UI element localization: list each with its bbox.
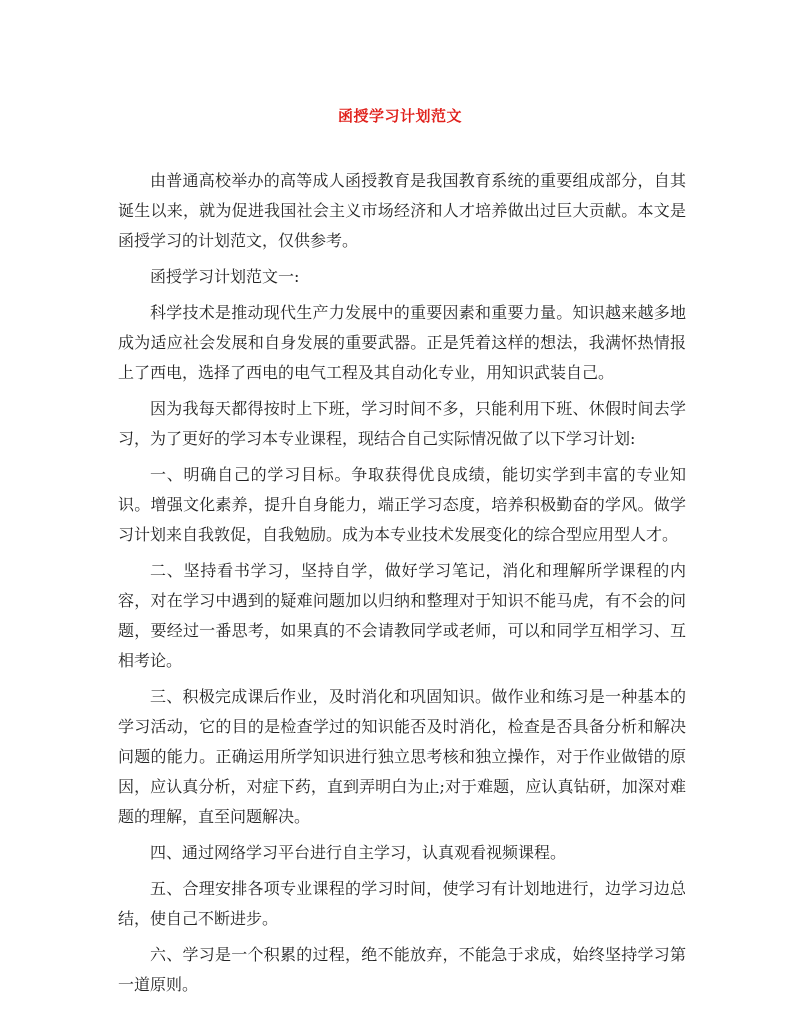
paragraph-motivation: 科学技术是推动现代生产力发展中的重要因素和重要力量。知识越来越多地成为适应社会发展和自身发展的重要武器。正是凭着这样的想法，我满怀热情报上了西电，选择了西电的电气工程及其自动化专业，用知识武装自己。 (118, 303, 686, 382)
paragraph-item-4: 四、通过网络学习平台进行自主学习，认真观看视频课程。 (150, 843, 567, 862)
paragraph-item-5: 五、合理安排各项专业课程的学习时间，使学习有计划地进行，边学习边总结，使自己不断进步。 (118, 879, 686, 928)
paragraph-intro: 由普通高校举办的高等成人函授教育是我国教育系统的重要组成部分，自其诞生以来，就为促进我国社会主义市场经济和人才培养做出过巨大贡献。本文是函授学习的计划范文，仅供参考。 (118, 171, 686, 250)
paragraph-item-6: 六、学习是一个积累的过程，绝不能放弃，不能急于求成，始终坚持学习第一道原则。 (118, 945, 686, 994)
paragraph-context: 因为我每天都得按时上下班，学习时间不多，只能利用下班、休假时间去学习，为了更好的学习本专业课程，现结合自己实际情况做了以下学习计划: (118, 399, 686, 448)
paragraph-heading: 函授学习计划范文一: (150, 267, 300, 286)
paragraph-item-1: 一、明确自己的学习目标。争取获得优良成绩，能切实学到丰富的专业知识。增强文化素养，提升自身能力，端正学习态度，培养积极勤奋的学风。做学习计划来自我敦促，自我勉励。成为本专业技术发展变化的综合型应用型人才。 (118, 465, 686, 544)
paragraph-item-3: 三、积极完成课后作业，及时消化和巩固知识。做作业和练习是一种基本的学习活动，它的目的是检查学过的知识能否及时消化，检查是否具备分析和解决问题的能力。正确运用所学知识进行独立思考核和独立操作，对于作业做错的原因，应认真分析，对症下药，直到弄明白为止;对于难题，应认真钻研，加深对难题的理解，直至问题解决。 (118, 687, 686, 826)
document-title: 函授学习计划范文 (337, 107, 462, 125)
paragraph-item-2: 二、坚持看书学习，坚持自学，做好学习笔记，消化和理解所学课程的内容，对在学习中遇到的疑难问题加以归纳和整理对于知识不能马虎，有不会的问题，要经过一番思考，如果真的不会请教同学或老师，可以和同学互相学习、互相考论。 (118, 561, 686, 670)
document-body (118, 166, 686, 1006)
